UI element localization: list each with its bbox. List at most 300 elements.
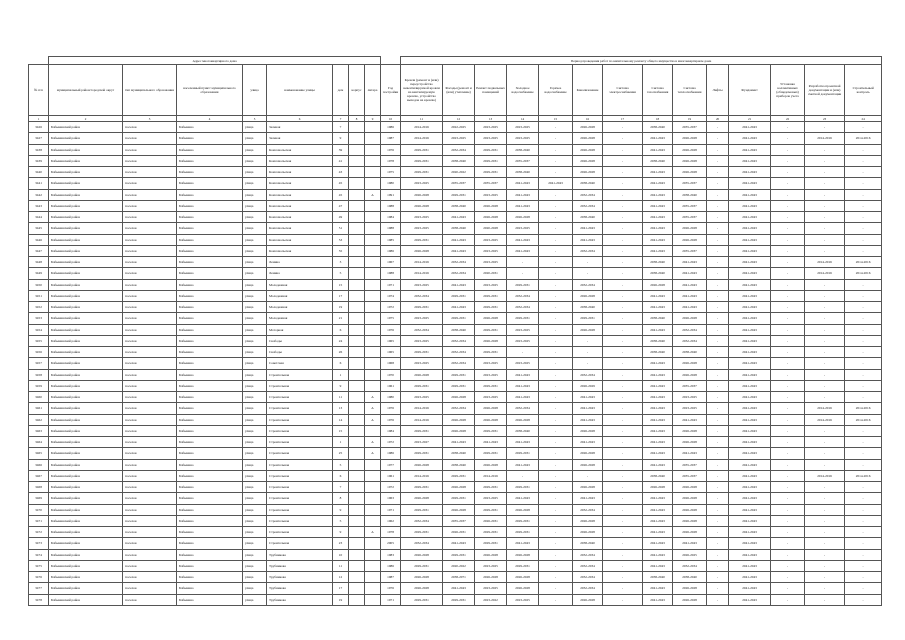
table-cell: - [603, 302, 643, 313]
table-cell: 2029-2031 [443, 380, 475, 391]
table-cell [349, 245, 365, 256]
table-cell [349, 313, 365, 324]
table-cell: 1991 [381, 189, 401, 200]
table-cell [349, 347, 365, 358]
table-cell: 2041-2043 [673, 448, 707, 459]
table-cell: Строительная [267, 448, 333, 459]
table-cell [365, 572, 381, 583]
table-cell: 2026-2028 [401, 572, 443, 583]
table-cell: Бабынинский район [49, 167, 123, 178]
table-cell [349, 133, 365, 144]
table-row [29, 515, 882, 526]
table-cell: - [603, 583, 643, 594]
table-cell: - [805, 189, 845, 200]
table-cell [349, 560, 365, 571]
table-cell: Комсомольская [267, 189, 333, 200]
table-cell: 2026-2028 [673, 155, 707, 166]
table-cell: 2014-2016 [805, 414, 845, 425]
table-row [29, 358, 882, 369]
table-cell: 2032-2034 [573, 189, 603, 200]
table-cell: - [573, 268, 603, 279]
table-cell: 2041-2043 [643, 358, 673, 369]
table-cell: 2014-2016 [845, 403, 882, 414]
table-cell: Бабынинский район [49, 234, 123, 245]
table-cell: - [771, 268, 805, 279]
table-cell [365, 268, 381, 279]
table-cell: 2026-2028 [673, 313, 707, 324]
table-cell: - [707, 167, 729, 178]
table-row [29, 234, 882, 245]
table-cell: поселок [123, 257, 177, 268]
table-cell: 39 [333, 144, 349, 155]
table-cell: - [845, 549, 882, 560]
table-cell: 2023-2025 [401, 335, 443, 346]
table-cell: 2020-2028 [475, 223, 507, 234]
table-cell: Бабынино [177, 313, 243, 324]
column-header-8: корпус [349, 65, 365, 116]
table-cell: - [539, 527, 573, 538]
table-cell: - [771, 189, 805, 200]
table-cell: 5 [333, 515, 349, 526]
table-cell: - [805, 167, 845, 178]
table-cell: 2041-2043 [643, 380, 673, 391]
table-cell: - [845, 583, 882, 594]
table-cell: 2023-2025 [475, 560, 507, 571]
table-cell: 2026-2028 [673, 369, 707, 380]
table-cell: 2041-2043 [507, 178, 539, 189]
table-cell: - [539, 459, 573, 470]
table-cell: - [845, 335, 882, 346]
table-cell: 2026-2028 [673, 527, 707, 538]
table-cell: Трубникова [267, 583, 333, 594]
table-cell: А [365, 392, 381, 403]
table-cell: 2023-2025 [475, 133, 507, 144]
table-cell: 2038-2040 [573, 212, 603, 223]
table-cell: 2041-2043 [643, 493, 673, 504]
table-cell [365, 200, 381, 211]
table-cell: Строительная [267, 527, 333, 538]
table-cell: улица [243, 144, 267, 155]
table-cell: - [771, 167, 805, 178]
table-cell: Бабынино [177, 392, 243, 403]
table-cell: - [771, 302, 805, 313]
table-cell: - [771, 549, 805, 560]
table-cell: - [603, 549, 643, 560]
table-cell: 2029-2031 [475, 504, 507, 515]
table-cell: 3459 [29, 380, 49, 391]
table-cell: 1975 [381, 167, 401, 178]
table-cell: Бабынинский район [49, 414, 123, 425]
table-cell: - [603, 425, 643, 436]
table-cell: поселок [123, 133, 177, 144]
table-cell: - [707, 425, 729, 436]
table-cell: - [539, 223, 573, 234]
table-cell: 2041-2043 [507, 392, 539, 403]
table-row [29, 459, 882, 470]
table-cell: улица [243, 448, 267, 459]
table-cell: 3462 [29, 414, 49, 425]
table-cell [349, 212, 365, 223]
table-cell: 2026-2028 [401, 549, 443, 560]
table-cell: 2041-2043 [729, 392, 771, 403]
table-cell: 2041-2043 [507, 437, 539, 448]
table-cell: Бабынинский район [49, 245, 123, 256]
table-cell: 2041-2043 [729, 482, 771, 493]
table-cell: Бабынинский район [49, 515, 123, 526]
table-cell: 2029-2031 [401, 347, 443, 358]
table-cell: 2029-2031 [507, 527, 539, 538]
table-cell: 3441 [29, 178, 49, 189]
table-cell [349, 572, 365, 583]
table-cell: 7 [333, 122, 349, 133]
table-cell: 2041-2043 [507, 380, 539, 391]
table-cell: Молодежная [267, 290, 333, 301]
table-cell: 1986 [381, 122, 401, 133]
table-cell: Бабынинский район [49, 403, 123, 414]
table-cell: Бабынино [177, 324, 243, 335]
table-cell: - [805, 324, 845, 335]
column-header-15: Горячее водоснабжение [539, 65, 573, 116]
table-cell: 3452 [29, 302, 49, 313]
column-number-8: 8 [349, 116, 365, 122]
table-cell: - [539, 403, 573, 414]
table-cell: Бабынинский район [49, 268, 123, 279]
table-cell: 2032-2034 [443, 403, 475, 414]
table-cell [349, 538, 365, 549]
table-cell: 2014-2016 [845, 414, 882, 425]
table-cell: поселок [123, 212, 177, 223]
table-cell: А [365, 448, 381, 459]
table-cell: 2032-2034 [573, 583, 603, 594]
column-header-22: Установка коллективных (общедомовых) приборов учета [771, 65, 805, 116]
table-cell: улица [243, 369, 267, 380]
table-cell: 2026-2028 [507, 212, 539, 223]
table-cell: 2026-2028 [475, 414, 507, 425]
table-cell: 2041-2043 [643, 223, 673, 234]
table-cell: 2026-2028 [507, 583, 539, 594]
table-cell: 1988 [381, 223, 401, 234]
table-cell: 2041-2043 [729, 414, 771, 425]
table-cell: 2026-2028 [401, 369, 443, 380]
table-cell: - [845, 482, 882, 493]
table-cell: 2041-2043 [643, 133, 673, 144]
table-cell: - [771, 493, 805, 504]
table-cell: Бабынино [177, 200, 243, 211]
table-cell: 2029-2031 [573, 313, 603, 324]
table-row [29, 245, 882, 256]
table-cell: 2026-2028 [673, 482, 707, 493]
table-cell: поселок [123, 144, 177, 155]
table-cell: - [845, 504, 882, 515]
table-cell: - [603, 200, 643, 211]
column-number-5: 5 [243, 116, 267, 122]
table-cell: 1961 [381, 470, 401, 481]
table-cell: улица [243, 155, 267, 166]
table-cell: 2041-2043 [729, 245, 771, 256]
table-cell: - [845, 347, 882, 358]
table-cell: 1963 [381, 493, 401, 504]
table-cell: 2041-2043 [729, 144, 771, 155]
table-cell: 2041-2043 [643, 425, 673, 436]
table-cell: 2026-2028 [573, 515, 603, 526]
table-cell: - [707, 549, 729, 560]
table-cell: 2041-2043 [507, 459, 539, 470]
table-cell: - [573, 335, 603, 346]
table-cell: улица [243, 335, 267, 346]
table-cell: Бабынинский район [49, 133, 123, 144]
table-cell: 6 [333, 470, 349, 481]
table-cell: 2026-2028 [573, 594, 603, 605]
table-row [29, 549, 882, 560]
table-cell: 2035-2037 [673, 178, 707, 189]
table-cell: 3474 [29, 549, 49, 560]
table-cell: Бабынино [177, 212, 243, 223]
table-cell: 1962 [381, 515, 401, 526]
table-cell: 3439 [29, 155, 49, 166]
column-header-16: Канализование [573, 65, 603, 116]
table-cell [349, 414, 365, 425]
column-number-3: 3 [123, 116, 177, 122]
table-cell: Бабынино [177, 234, 243, 245]
table-cell: улица [243, 279, 267, 290]
table-cell: - [539, 538, 573, 549]
table-cell: улица [243, 515, 267, 526]
table-cell: - [539, 358, 573, 369]
table-cell: 24 [333, 335, 349, 346]
table-cell: улица [243, 425, 267, 436]
table-cell [365, 482, 381, 493]
table-cell: 2041-2043 [729, 155, 771, 166]
table-cell: 6 [333, 324, 349, 335]
table-cell: 2041-2043 [673, 290, 707, 301]
table-cell: Строительная [267, 392, 333, 403]
table-cell: - [845, 560, 882, 571]
table-cell: 2038-2040 [643, 257, 673, 268]
table-cell: - [771, 470, 805, 481]
table-cell: 2026-2028 [673, 504, 707, 515]
table-cell: - [805, 572, 845, 583]
table-cell: - [707, 538, 729, 549]
table-cell: Бабынинский район [49, 527, 123, 538]
table-cell: - [539, 470, 573, 481]
table-cell: поселок [123, 302, 177, 313]
table-cell: 3440 [29, 167, 49, 178]
table-cell: 2032-2034 [673, 335, 707, 346]
table-cell: 2038-2040 [643, 335, 673, 346]
table-cell: Комсомольская [267, 223, 333, 234]
table-cell: Зеленая [267, 122, 333, 133]
table-cell: - [539, 493, 573, 504]
table-cell: Комсомольская [267, 178, 333, 189]
table-cell: 1971 [381, 504, 401, 515]
table-cell: 2029-2031 [443, 369, 475, 380]
table-cell: - [805, 155, 845, 166]
table-cell: 1980 [381, 178, 401, 189]
table-cell: 2026-2028 [573, 290, 603, 301]
table-row [29, 369, 882, 380]
table-cell: - [603, 560, 643, 571]
column-header-row [29, 65, 882, 116]
table-cell: - [805, 144, 845, 155]
table-cell: 2038-2040 [673, 347, 707, 358]
table-cell: Бабынино [177, 549, 243, 560]
table-cell: - [603, 403, 643, 414]
table-cell: 3473 [29, 538, 49, 549]
table-cell: улица [243, 200, 267, 211]
table-cell: - [507, 347, 539, 358]
table-cell: - [845, 144, 882, 155]
table-cell: - [845, 493, 882, 504]
column-header-12: Фасады (ремонт и (или) утепление) [443, 65, 475, 116]
table-cell: 14 [333, 414, 349, 425]
table-cell: Бабынинский район [49, 200, 123, 211]
table-cell: - [771, 290, 805, 301]
table-cell: 2041-2043 [673, 414, 707, 425]
table-cell [349, 392, 365, 403]
column-number-4: 4 [177, 116, 243, 122]
table-cell: - [539, 234, 573, 245]
table-cell: 6 [333, 358, 349, 369]
table-cell: - [771, 392, 805, 403]
table-cell: - [603, 515, 643, 526]
table-cell [349, 380, 365, 391]
table-row [29, 594, 882, 605]
table-cell: 2032-2034 [573, 504, 603, 515]
table-cell: 51 [333, 223, 349, 234]
table-cell: 2005 [381, 538, 401, 549]
table-cell: 2041-2043 [643, 560, 673, 571]
table-cell: 2026-2028 [673, 437, 707, 448]
table-cell: 2029-2031 [401, 302, 443, 313]
table-cell: - [539, 245, 573, 256]
capital-repair-table-sheet [28, 56, 882, 606]
table-cell: 2041-2043 [507, 189, 539, 200]
table-cell [349, 290, 365, 301]
table-cell: Ленина [267, 268, 333, 279]
table-cell: 1965 [381, 335, 401, 346]
table-cell: 3457 [29, 358, 49, 369]
table-cell: - [845, 302, 882, 313]
table-cell: 2041-2043 [443, 245, 475, 256]
table-row [29, 302, 882, 313]
table-cell: - [603, 324, 643, 335]
table-cell: 2041-2043 [729, 302, 771, 313]
column-number-18: 18 [643, 116, 673, 122]
table-cell: Бабынино [177, 223, 243, 234]
table-cell: - [805, 122, 845, 133]
table-cell: Бабынинский район [49, 583, 123, 594]
table-cell: Бабынино [177, 515, 243, 526]
table-cell: 2038-2040 [443, 448, 475, 459]
table-cell [349, 515, 365, 526]
table-cell [365, 549, 381, 560]
table-cell: Бабынинский район [49, 425, 123, 436]
table-cell: поселок [123, 403, 177, 414]
table-cell: поселок [123, 572, 177, 583]
table-cell: - [603, 504, 643, 515]
table-cell: 2023-2025 [507, 358, 539, 369]
table-cell: 2041-2043 [643, 234, 673, 245]
table-cell: 2014-2016 [401, 403, 443, 414]
table-cell: - [771, 223, 805, 234]
table-cell: 2023-2025 [401, 392, 443, 403]
table-cell [365, 122, 381, 133]
table-cell: 2023-2025 [401, 212, 443, 223]
table-row [29, 437, 882, 448]
table-cell: улица [243, 133, 267, 144]
table-cell: 3461 [29, 403, 49, 414]
table-cell: 2026-2028 [673, 167, 707, 178]
table-cell: 2029-2031 [443, 470, 475, 481]
table-cell: Советская [267, 358, 333, 369]
table-cell [365, 369, 381, 380]
table-cell: - [707, 133, 729, 144]
table-cell: 2041-2043 [729, 549, 771, 560]
table-cell: - [805, 459, 845, 470]
table-cell: 2038-2040 [673, 572, 707, 583]
table-cell [365, 167, 381, 178]
table-cell: - [539, 212, 573, 223]
column-number-1: 1 [29, 116, 49, 122]
table-cell: - [573, 347, 603, 358]
table-cell: 3449 [29, 268, 49, 279]
table-cell: 17 [333, 583, 349, 594]
table-cell: улица [243, 212, 267, 223]
table-cell: 2041-2043 [643, 212, 673, 223]
table-cell: - [707, 358, 729, 369]
table-cell: поселок [123, 482, 177, 493]
table-cell: - [771, 448, 805, 459]
table-cell: поселок [123, 122, 177, 133]
table-cell: - [845, 448, 882, 459]
column-header-6: наименование улицы [267, 65, 333, 116]
table-cell: 1975 [381, 313, 401, 324]
table-cell: А [365, 189, 381, 200]
table-cell: 2041-2043 [729, 122, 771, 133]
table-cell: - [805, 549, 845, 560]
table-cell: 2032-2034 [673, 560, 707, 571]
table-cell: 2029-2031 [475, 144, 507, 155]
column-number-17: 17 [603, 116, 643, 122]
table-cell: 1971 [381, 594, 401, 605]
table-cell: поселок [123, 335, 177, 346]
table-cell: - [707, 313, 729, 324]
table-cell [349, 324, 365, 335]
table-cell: - [539, 155, 573, 166]
table-cell: - [805, 302, 845, 313]
table-cell: - [603, 144, 643, 155]
table-cell: Ленина [267, 257, 333, 268]
table-cell: Бабынино [177, 369, 243, 380]
table-cell: 2023-2025 [401, 313, 443, 324]
table-cell: 2041-2043 [729, 583, 771, 594]
table-cell: Бабынинский район [49, 549, 123, 560]
table-cell: Моторная [267, 324, 333, 335]
table-cell: Бабынино [177, 155, 243, 166]
table-cell: - [805, 347, 845, 358]
table-row [29, 380, 882, 391]
table-cell: 43 [333, 167, 349, 178]
table-cell: улица [243, 414, 267, 425]
table-cell: 1967 [381, 257, 401, 268]
table-row [29, 403, 882, 414]
table-cell: 2041-2043 [643, 290, 673, 301]
table-cell: 2038-2040 [643, 313, 673, 324]
table-cell: 2014-2016 [401, 470, 443, 481]
table-cell: 2029-2031 [401, 144, 443, 155]
table-cell: 2041-2043 [643, 403, 673, 414]
table-row [29, 425, 882, 436]
